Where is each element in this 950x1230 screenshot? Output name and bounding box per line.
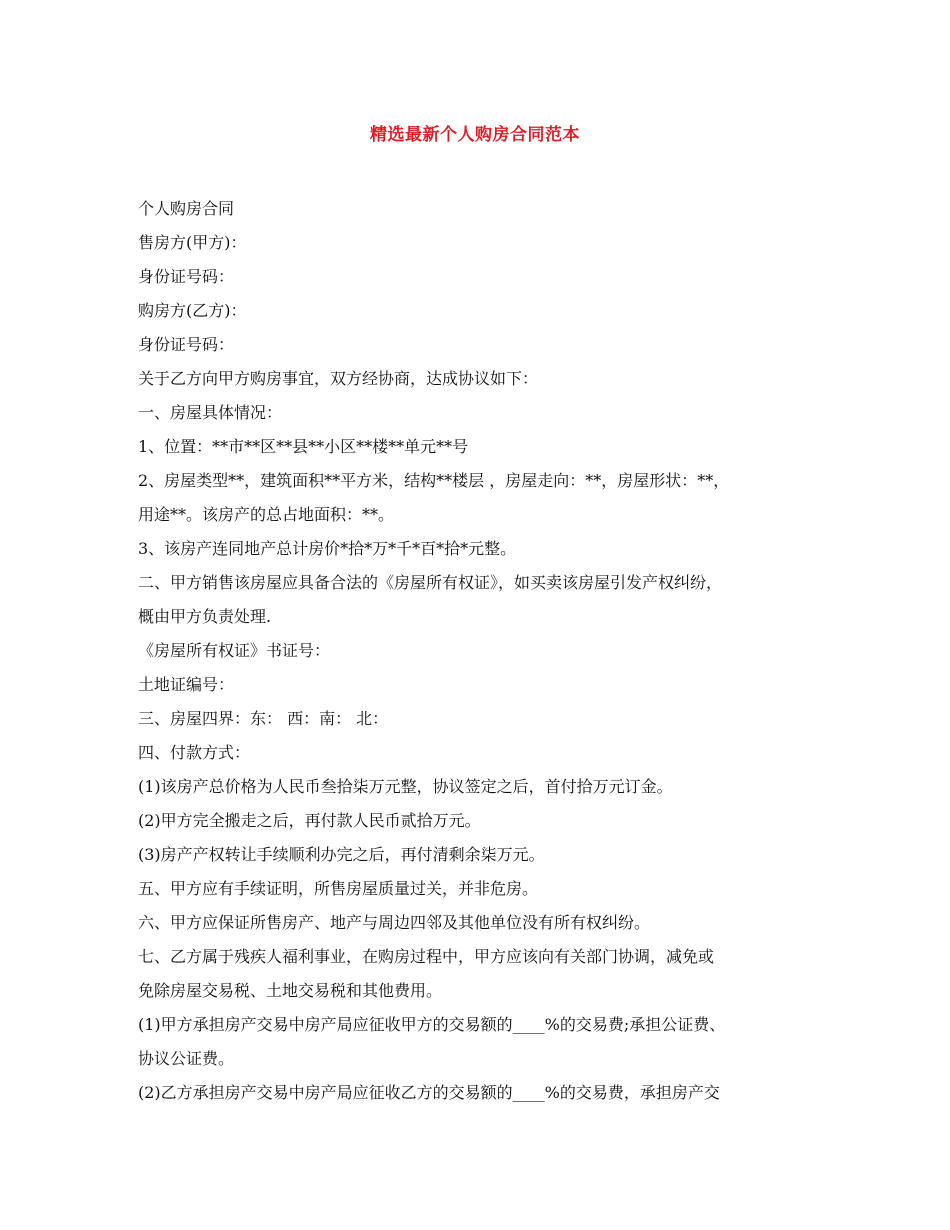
agreement-intro-line: 关于乙方向甲方购房事宜，双方经协商，达成协议如下： <box>138 369 539 388</box>
document-title: 精选最新个人购房合同范本 <box>370 125 580 145</box>
section-6-text: 六、甲方应保证所售房产、地产与周边四邻及其他单位没有所有权纠纷。 <box>138 913 651 932</box>
payment-item-2: (2)甲方完全搬走之后，再付款人民币贰拾万元。 <box>138 811 481 830</box>
section-1-heading: 一、房屋具体情况： <box>138 403 283 422</box>
fee-item-1: (1)甲方承担房产交易中房产局应征收甲方的交易额的____%的交易费;承担公证费、 <box>138 1015 726 1034</box>
section-4-heading: 四、付款方式： <box>138 743 251 762</box>
section-7-text-cont: 免除房屋交易税、土地交易税和其他费用。 <box>138 981 443 1000</box>
seller-id-line: 身份证号码： <box>138 267 235 286</box>
payment-item-3: (3)房产产权转让手续顺利办完之后，再付清剩余柒万元。 <box>138 845 545 864</box>
clause-location: 1、位置：**市**区**县**小区**楼**单元**号 <box>138 437 469 456</box>
contract-heading: 个人购房合同 <box>138 199 235 218</box>
section-2-text-cont: 概由甲方负责处理. <box>138 607 272 626</box>
buyer-id-line: 身份证号码： <box>138 335 235 354</box>
clause-house-type-cont: 用途**。该房产的总占地面积：**。 <box>138 505 395 524</box>
seller-party-line: 售房方(甲方)： <box>138 233 247 252</box>
section-3-boundaries: 三、房屋四界：东： 西：南： 北： <box>138 709 389 728</box>
section-2-text: 二、甲方销售该房屋应具备合法的《房屋所有权证》，如买卖该房屋引发产权纠纷， <box>138 573 723 592</box>
document-body <box>138 192 838 1110</box>
clause-house-type: 2、房屋类型**，建筑面积**平方米，结构**楼层 ，房屋走向：**，房屋形状：**， <box>138 471 730 490</box>
fee-item-2: (2)乙方承担房产交易中房产局应征收乙方的交易额的____%的交易费，承担房产交 <box>138 1083 720 1102</box>
section-5-text: 五、甲方应有手续证明，所售房屋质量过关，并非危房。 <box>138 879 539 898</box>
buyer-party-line: 购房方(乙方)： <box>138 301 247 320</box>
clause-total-price: 3、该房产连同地产总计房价*拾*万*千*百*拾*元整。 <box>138 539 517 558</box>
certificate-number-line: 《房屋所有权证》书证号： <box>138 641 331 660</box>
fee-item-1-cont: 协议公证费。 <box>138 1049 235 1068</box>
section-7-text: 七、乙方属于残疾人福利事业，在购房过程中，甲方应该向有关部门协调，减免或 <box>138 947 715 966</box>
payment-item-1: (1)该房产总价格为人民币叁拾柒万元整，协议签定之后，首付拾万元订金。 <box>138 777 673 796</box>
land-cert-number-line: 土地证编号： <box>138 675 235 694</box>
